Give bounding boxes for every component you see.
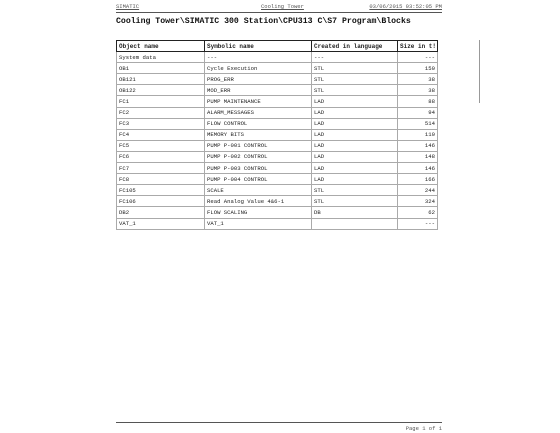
cell-size: 38	[398, 85, 438, 96]
table-header-row	[117, 41, 438, 52]
table-row	[117, 118, 438, 129]
cell-size: 38	[398, 74, 438, 85]
table-row	[117, 207, 438, 218]
cell-object-name: OB121	[117, 74, 205, 85]
cell-language: STL	[312, 63, 398, 74]
cell-symbolic-name: PUMP P-003 CONTROL	[205, 163, 312, 174]
cell-object-name: OB122	[117, 85, 205, 96]
cell-object-name: FC8	[117, 174, 205, 185]
cell-language: LAD	[312, 118, 398, 129]
header-left-text: SIMATIC	[116, 3, 140, 10]
cell-size: 110	[398, 129, 438, 140]
cell-object-name: FC4	[117, 129, 205, 140]
page-footer	[116, 422, 442, 432]
cell-symbolic-name: PUMP P-001 CONTROL	[205, 140, 312, 151]
cell-symbolic-name: Read Analog Value 4&6-1	[205, 196, 312, 207]
table-row	[117, 96, 438, 107]
cell-symbolic-name: FLOW SCALING	[205, 207, 312, 218]
table-row	[117, 185, 438, 196]
cell-object-name: OB1	[117, 63, 205, 74]
cell-symbolic-name: PUMP MAINTENANCE	[205, 96, 312, 107]
table-row	[117, 85, 438, 96]
cell-size: 150	[398, 63, 438, 74]
cell-size: 148	[398, 151, 438, 162]
cell-symbolic-name: PUMP P-002 CONTROL	[205, 151, 312, 162]
cell-language: LAD	[312, 140, 398, 151]
cell-object-name: FC105	[117, 185, 205, 196]
cell-size: 244	[398, 185, 438, 196]
page-header	[116, 3, 442, 13]
cell-language: ---	[312, 52, 398, 63]
cell-symbolic-name: MEMORY BITS	[205, 129, 312, 140]
cell-size: 146	[398, 140, 438, 151]
cell-symbolic-name: FLOW CONTROL	[205, 118, 312, 129]
cell-object-name: FC5	[117, 140, 205, 151]
cell-symbolic-name: PROG_ERR	[205, 74, 312, 85]
cell-size: ---	[398, 52, 438, 63]
cell-size: 88	[398, 96, 438, 107]
cell-object-name: VAT_1	[117, 218, 205, 229]
cell-language: LAD	[312, 96, 398, 107]
cell-symbolic-name: ---	[205, 52, 312, 63]
page-number: Page 1 of 1	[405, 425, 442, 432]
table-row	[117, 63, 438, 74]
cell-size: 166	[398, 174, 438, 185]
cell-language: LAD	[312, 174, 398, 185]
table-row	[117, 74, 438, 85]
cell-symbolic-name: MOD_ERR	[205, 85, 312, 96]
cell-language: STL	[312, 74, 398, 85]
header-center-text: Cooling Tower	[261, 3, 304, 10]
cell-language: LAD	[312, 129, 398, 140]
column-header-language: Created in language	[312, 41, 398, 52]
cell-language: LAD	[312, 107, 398, 118]
cell-object-name: FC7	[117, 163, 205, 174]
table-row	[117, 107, 438, 118]
cell-object-name: FC1	[117, 96, 205, 107]
cell-language: LAD	[312, 163, 398, 174]
table-row	[117, 129, 438, 140]
cell-symbolic-name: SCALE	[205, 185, 312, 196]
vertical-divider	[479, 40, 480, 103]
cell-object-name: FC106	[117, 196, 205, 207]
cell-size: 146	[398, 163, 438, 174]
cell-size: 324	[398, 196, 438, 207]
table-row	[117, 174, 438, 185]
table-row	[117, 218, 438, 229]
cell-size: 514	[398, 118, 438, 129]
table-row	[117, 196, 438, 207]
cell-size: ---	[398, 218, 438, 229]
cell-symbolic-name: Cycle Execution	[205, 63, 312, 74]
table-row	[117, 163, 438, 174]
column-header-object-name: Object name	[117, 41, 205, 52]
cell-language: LAD	[312, 151, 398, 162]
cell-object-name: FC3	[117, 118, 205, 129]
header-timestamp: 03/06/2015 03:52:05 PM	[369, 3, 442, 10]
column-header-size: Size in t!	[398, 41, 438, 52]
cell-symbolic-name: VAT_1	[205, 218, 312, 229]
cell-size: 62	[398, 207, 438, 218]
cell-object-name: FC2	[117, 107, 205, 118]
cell-language: DB	[312, 207, 398, 218]
cell-language	[312, 218, 398, 229]
cell-language: STL	[312, 85, 398, 96]
table-row	[117, 140, 438, 151]
cell-symbolic-name: PUMP P-004 CONTROL	[205, 174, 312, 185]
table-row	[117, 151, 438, 162]
cell-object-name: FC6	[117, 151, 205, 162]
table-row	[117, 52, 438, 63]
blocks-table	[116, 40, 438, 230]
cell-language: STL	[312, 196, 398, 207]
cell-symbolic-name: ALARM_MESSAGES	[205, 107, 312, 118]
page-title: Cooling Tower\SIMATIC 300 Station\CPU313 C\S7 Program\Blocks	[116, 17, 411, 26]
column-header-symbolic-name: Symbolic name	[205, 41, 312, 52]
cell-language: STL	[312, 185, 398, 196]
cell-size: 94	[398, 107, 438, 118]
cell-object-name: System data	[117, 52, 205, 63]
cell-object-name: DB2	[117, 207, 205, 218]
